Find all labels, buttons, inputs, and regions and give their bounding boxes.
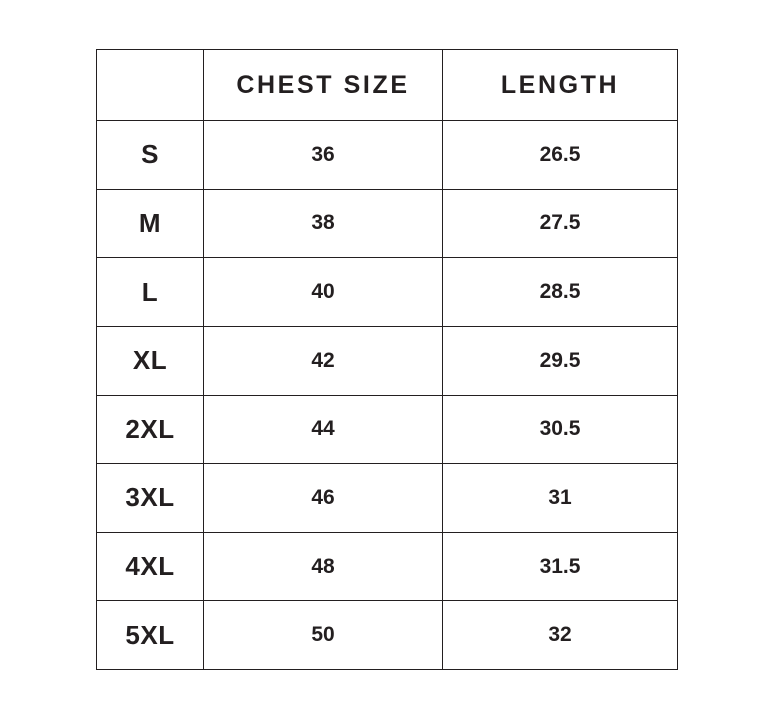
cell-size: L — [97, 258, 204, 327]
table-row — [97, 532, 678, 601]
table-row — [97, 189, 678, 258]
header-row — [97, 50, 678, 121]
cell-size: M — [97, 189, 204, 258]
cell-length: 27.5 — [443, 189, 678, 258]
cell-chest: 46 — [204, 464, 443, 533]
cell-size: S — [97, 121, 204, 190]
cell-size: 3XL — [97, 464, 204, 533]
table-header — [97, 50, 678, 121]
cell-size: 2XL — [97, 395, 204, 464]
cell-length: 32 — [443, 601, 678, 670]
cell-length: 29.5 — [443, 326, 678, 395]
cell-length: 28.5 — [443, 258, 678, 327]
table-row — [97, 464, 678, 533]
cell-chest: 40 — [204, 258, 443, 327]
size-chart-container — [96, 49, 677, 670]
table-row — [97, 258, 678, 327]
cell-chest: 42 — [204, 326, 443, 395]
table-body — [97, 121, 678, 670]
header-cell-size — [97, 50, 204, 121]
cell-length: 30.5 — [443, 395, 678, 464]
cell-chest: 44 — [204, 395, 443, 464]
table-row — [97, 601, 678, 670]
table-row — [97, 395, 678, 464]
cell-length: 26.5 — [443, 121, 678, 190]
cell-chest: 36 — [204, 121, 443, 190]
cell-chest: 50 — [204, 601, 443, 670]
header-cell-chest-size: CHEST SIZE — [204, 50, 443, 121]
cell-size: 5XL — [97, 601, 204, 670]
table-row — [97, 121, 678, 190]
cell-size: 4XL — [97, 532, 204, 601]
cell-length: 31.5 — [443, 532, 678, 601]
size-chart-table — [96, 49, 678, 670]
cell-length: 31 — [443, 464, 678, 533]
table-row — [97, 326, 678, 395]
cell-size: XL — [97, 326, 204, 395]
header-cell-length: LENGTH — [443, 50, 678, 121]
cell-chest: 38 — [204, 189, 443, 258]
cell-chest: 48 — [204, 532, 443, 601]
